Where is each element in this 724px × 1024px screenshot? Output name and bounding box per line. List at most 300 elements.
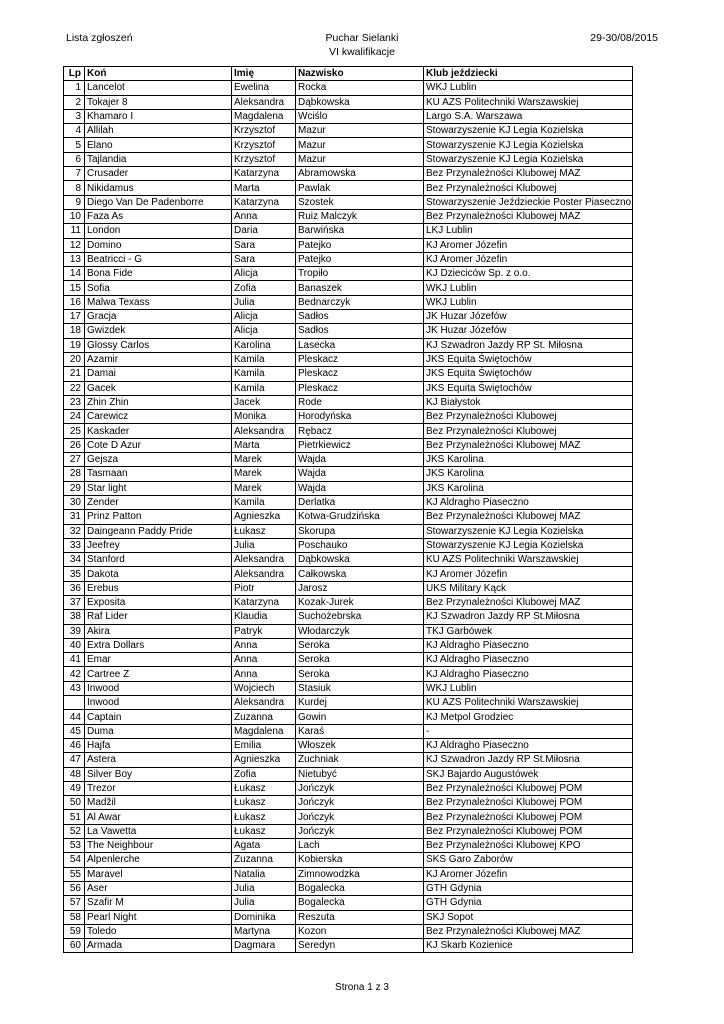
row-lp: 38 <box>64 610 85 624</box>
club-name: SKJ Bajardo Augustówek <box>424 767 633 781</box>
last-name: Mazur <box>296 138 424 152</box>
club-name: Bez Przynależności Klubowej POM <box>424 810 633 824</box>
club-name: SKS Garo Zaborów <box>424 853 633 867</box>
table-row <box>64 81 633 95</box>
last-name: Kotwa-Grudzińska <box>296 510 424 524</box>
first-name: Julia <box>232 881 296 895</box>
club-name: SKJ Sopot <box>424 910 633 924</box>
last-name: Zimnowodzka <box>296 867 424 881</box>
row-lp: 35 <box>64 567 85 581</box>
club-name: Bez Przynależności Klubowej POM <box>424 824 633 838</box>
first-name: Katarzyna <box>232 167 296 181</box>
club-name: JKS Equita Świętochów <box>424 367 633 381</box>
first-name: Aleksandra <box>232 567 296 581</box>
table-row <box>64 352 633 366</box>
row-lp: 15 <box>64 281 85 295</box>
table-row <box>64 738 633 752</box>
horse-name: Elano <box>85 138 232 152</box>
row-lp: 8 <box>64 181 85 195</box>
row-lp: 54 <box>64 853 85 867</box>
row-lp: 12 <box>64 238 85 252</box>
club-name: KJ Aldragho Piaseczno <box>424 653 633 667</box>
last-name: Horodyńska <box>296 410 424 424</box>
club-name: Stowarzyszenie KJ Legia Kozielska <box>424 152 633 166</box>
first-name: Marta <box>232 438 296 452</box>
table-row <box>64 338 633 352</box>
column-header-lp: Lp <box>64 67 85 81</box>
table-row <box>64 281 633 295</box>
last-name: Kobierska <box>296 853 424 867</box>
last-name: Seroka <box>296 667 424 681</box>
horse-name: The Neighbour <box>85 839 232 853</box>
row-lp: 13 <box>64 252 85 266</box>
first-name: Magdalena <box>232 724 296 738</box>
horse-name: Domino <box>85 238 232 252</box>
horse-name: Astera <box>85 753 232 767</box>
first-name: Monika <box>232 410 296 424</box>
row-lp: 23 <box>64 395 85 409</box>
horse-name: London <box>85 224 232 238</box>
last-name: Bogalecka <box>296 896 424 910</box>
club-name: JKS Karolina <box>424 481 633 495</box>
first-name: Łukasz <box>232 810 296 824</box>
club-name: KJ Skarb Kozienice <box>424 939 633 953</box>
event-name: Puchar Sielanki <box>325 32 399 44</box>
club-name: Bez Przynależności Klubowej MAZ <box>424 924 633 938</box>
table-row <box>64 538 633 552</box>
table-row <box>64 95 633 109</box>
entries-table <box>63 66 633 953</box>
event-date: 29-30/08/2015 <box>590 32 658 44</box>
horse-name: Alpenlerche <box>85 853 232 867</box>
first-name: Agnieszka <box>232 510 296 524</box>
club-name: JK Huzar Józefów <box>424 324 633 338</box>
first-name: Krzysztof <box>232 138 296 152</box>
club-name: KJ Aromer Józefin <box>424 238 633 252</box>
row-lp: 56 <box>64 881 85 895</box>
table-row <box>64 238 633 252</box>
last-name: Włoszek <box>296 738 424 752</box>
first-name: Marek <box>232 467 296 481</box>
first-name: Agata <box>232 839 296 853</box>
last-name: Dąbkowska <box>296 95 424 109</box>
horse-name: Gwizdek <box>85 324 232 338</box>
table-row <box>64 195 633 209</box>
first-name: Kamila <box>232 367 296 381</box>
table-row <box>64 839 633 853</box>
club-name: KJ Aromer Józefin <box>424 252 633 266</box>
row-lp: 7 <box>64 167 85 181</box>
last-name: Abramowska <box>296 167 424 181</box>
club-name: KJ Szwadron Jazdy RP St. Miłosna <box>424 338 633 352</box>
horse-name: Faza As <box>85 209 232 223</box>
table-row <box>64 167 633 181</box>
club-name: Bez Przynależności Klubowej <box>424 424 633 438</box>
row-lp: 45 <box>64 724 85 738</box>
row-lp: 60 <box>64 939 85 953</box>
table-row <box>64 896 633 910</box>
horse-name: Emar <box>85 653 232 667</box>
last-name: Reszuta <box>296 910 424 924</box>
first-name: Łukasz <box>232 796 296 810</box>
table-row <box>64 181 633 195</box>
first-name: Aleksandra <box>232 696 296 710</box>
horse-name: Toledo <box>85 924 232 938</box>
row-lp: 10 <box>64 209 85 223</box>
table-row <box>64 438 633 452</box>
horse-name: Malwa Texass <box>85 295 232 309</box>
page-number: Strona 1 z 3 <box>335 982 389 993</box>
last-name: Gowin <box>296 710 424 724</box>
club-name: JKS Equita Świętochów <box>424 381 633 395</box>
table-row <box>64 753 633 767</box>
table-row <box>64 781 633 795</box>
last-name: Kozon <box>296 924 424 938</box>
table-row <box>64 796 633 810</box>
row-lp: 32 <box>64 524 85 538</box>
row-lp: 39 <box>64 624 85 638</box>
club-name: KJ Aldragho Piaseczno <box>424 638 633 652</box>
club-name: Stowarzyszenie KJ Legia Kozielska <box>424 124 633 138</box>
table-row <box>64 724 633 738</box>
row-lp: 25 <box>64 424 85 438</box>
table-row <box>64 495 633 509</box>
horse-name: Zender <box>85 495 232 509</box>
first-name: Dagmara <box>232 939 296 953</box>
club-name: WKJ Lublin <box>424 81 633 95</box>
first-name: Patryk <box>232 624 296 638</box>
last-name: Seroka <box>296 653 424 667</box>
row-lp: 31 <box>64 510 85 524</box>
horse-name: Inwood <box>85 681 232 695</box>
table-row <box>64 581 633 595</box>
row-lp: 27 <box>64 453 85 467</box>
row-lp: 19 <box>64 338 85 352</box>
club-name: KJ Szwadron Jazdy RP St.Miłosna <box>424 753 633 767</box>
row-lp: 41 <box>64 653 85 667</box>
row-lp: 26 <box>64 438 85 452</box>
table-row <box>64 124 633 138</box>
club-name: WKJ Lublin <box>424 295 633 309</box>
row-lp: 6 <box>64 152 85 166</box>
row-lp: 30 <box>64 495 85 509</box>
horse-name: Duma <box>85 724 232 738</box>
last-name: Suchożebrska <box>296 610 424 624</box>
last-name: Jończyk <box>296 796 424 810</box>
last-name: Rębacz <box>296 424 424 438</box>
row-lp: 58 <box>64 910 85 924</box>
club-name: Bez Przynależności Klubowej POM <box>424 781 633 795</box>
last-name: Bogalecka <box>296 881 424 895</box>
first-name: Wojciech <box>232 681 296 695</box>
club-name: Stowarzyszenie Jeździeckie Poster Piaseczno <box>424 195 633 209</box>
last-name: Wciślo <box>296 109 424 123</box>
last-name: Wajda <box>296 481 424 495</box>
horse-name: Nikidamus <box>85 181 232 195</box>
horse-name: Stanford <box>85 553 232 567</box>
club-name: KJ Aldragho Piaseczno <box>424 667 633 681</box>
horse-name: Carewicz <box>85 410 232 424</box>
last-name: Mazur <box>296 152 424 166</box>
table-row <box>64 939 633 953</box>
horse-name: Hajfa <box>85 738 232 752</box>
club-name: KJ Białystok <box>424 395 633 409</box>
last-name: Zuchniak <box>296 753 424 767</box>
row-lp <box>64 696 85 710</box>
horse-name: Pearl Night <box>85 910 232 924</box>
club-name: KJ Aromer Józefin <box>424 867 633 881</box>
last-name: Jarosz <box>296 581 424 595</box>
row-lp: 3 <box>64 109 85 123</box>
last-name: Barwińska <box>296 224 424 238</box>
first-name: Krzysztof <box>232 152 296 166</box>
club-name: KU AZS Politechniki Warszawskiej <box>424 553 633 567</box>
first-name: Anna <box>232 653 296 667</box>
row-lp: 57 <box>64 896 85 910</box>
horse-name: Allilah <box>85 124 232 138</box>
club-name: KU AZS Politechniki Warszawskiej <box>424 95 633 109</box>
club-name: Stowarzyszenie KJ Legia Kozielska <box>424 538 633 552</box>
horse-name: Maravel <box>85 867 232 881</box>
table-row <box>64 467 633 481</box>
row-lp: 11 <box>64 224 85 238</box>
last-name: Stasiuk <box>296 681 424 695</box>
first-name: Katarzyna <box>232 595 296 609</box>
horse-name: Gejsza <box>85 453 232 467</box>
list-title: Lista zgłoszeń <box>66 32 133 44</box>
table-row <box>64 853 633 867</box>
horse-name: Zhin Zhin <box>85 395 232 409</box>
row-lp: 29 <box>64 481 85 495</box>
club-name: WKJ Lublin <box>424 281 633 295</box>
table-row <box>64 152 633 166</box>
table-row <box>64 367 633 381</box>
row-lp: 51 <box>64 810 85 824</box>
club-name: Bez Przynależności Klubowej <box>424 410 633 424</box>
row-lp: 9 <box>64 195 85 209</box>
first-name: Ewelina <box>232 81 296 95</box>
first-name: Aleksandra <box>232 95 296 109</box>
row-lp: 5 <box>64 138 85 152</box>
last-name: Dąbkowska <box>296 553 424 567</box>
last-name: Ruiz Malczyk <box>296 209 424 223</box>
club-name: JKS Equita Świętochów <box>424 352 633 366</box>
first-name: Zofia <box>232 281 296 295</box>
club-name: JKS Karolina <box>424 453 633 467</box>
row-lp: 33 <box>64 538 85 552</box>
table-row <box>64 510 633 524</box>
table-row <box>64 567 633 581</box>
last-name: Całkowska <box>296 567 424 581</box>
table-row <box>64 224 633 238</box>
row-lp: 20 <box>64 352 85 366</box>
horse-name: Sofia <box>85 281 232 295</box>
table-row <box>64 310 633 324</box>
table-row <box>64 924 633 938</box>
first-name: Klaudia <box>232 610 296 624</box>
club-name: Bez Przynależności Klubowej POM <box>424 796 633 810</box>
horse-name: Beatricci - G <box>85 252 232 266</box>
first-name: Łukasz <box>232 781 296 795</box>
first-name: Zuzanna <box>232 853 296 867</box>
club-name: Bez Przynależności Klubowej KPO <box>424 839 633 853</box>
table-row <box>64 109 633 123</box>
first-name: Julia <box>232 538 296 552</box>
club-name: TKJ Garbówek <box>424 624 633 638</box>
first-name: Alicja <box>232 310 296 324</box>
row-lp: 42 <box>64 667 85 681</box>
row-lp: 53 <box>64 839 85 853</box>
horse-name: Glossy Carlos <box>85 338 232 352</box>
horse-name: Armada <box>85 939 232 953</box>
horse-name: Crusader <box>85 167 232 181</box>
first-name: Emilia <box>232 738 296 752</box>
horse-name: Extra Dollars <box>85 638 232 652</box>
row-lp: 52 <box>64 824 85 838</box>
first-name: Anna <box>232 667 296 681</box>
first-name: Agnieszka <box>232 753 296 767</box>
row-lp: 28 <box>64 467 85 481</box>
first-name: Sara <box>232 252 296 266</box>
club-name: JK Huzar Józefów <box>424 310 633 324</box>
first-name: Dominika <box>232 910 296 924</box>
table-row <box>64 381 633 395</box>
horse-name: Akira <box>85 624 232 638</box>
table-header-row <box>64 67 633 81</box>
horse-name: Dakota <box>85 567 232 581</box>
horse-name: Cote D Azur <box>85 438 232 452</box>
table-row <box>64 138 633 152</box>
horse-name: Gracja <box>85 310 232 324</box>
horse-name: Al Awar <box>85 810 232 824</box>
table-row <box>64 810 633 824</box>
row-lp: 55 <box>64 867 85 881</box>
horse-name: Gacek <box>85 381 232 395</box>
table-row <box>64 696 633 710</box>
row-lp: 22 <box>64 381 85 395</box>
table-row <box>64 595 633 609</box>
table-row <box>64 481 633 495</box>
horse-name: Damai <box>85 367 232 381</box>
last-name: Pleskacz <box>296 381 424 395</box>
first-name: Anna <box>232 638 296 652</box>
table-row <box>64 424 633 438</box>
row-lp: 14 <box>64 267 85 281</box>
row-lp: 43 <box>64 681 85 695</box>
last-name: Patejko <box>296 238 424 252</box>
last-name: Pietrkiewicz <box>296 438 424 452</box>
first-name: Jacek <box>232 395 296 409</box>
first-name: Piotr <box>232 581 296 595</box>
horse-name: Tokajer 8 <box>85 95 232 109</box>
table-row <box>64 267 633 281</box>
column-header-club: Klub jeździecki <box>424 67 633 81</box>
club-name: Bez Przynależności Klubowej MAZ <box>424 438 633 452</box>
first-name: Magdalena <box>232 109 296 123</box>
row-lp: 48 <box>64 767 85 781</box>
table-row <box>64 667 633 681</box>
last-name: Wajda <box>296 467 424 481</box>
last-name: Lach <box>296 839 424 853</box>
table-body <box>64 81 633 953</box>
club-name: - <box>424 724 633 738</box>
table-row <box>64 453 633 467</box>
column-header-last-name: Nazwisko <box>296 67 424 81</box>
first-name: Łukasz <box>232 824 296 838</box>
first-name: Katarzyna <box>232 195 296 209</box>
table-row <box>64 710 633 724</box>
horse-name: La Vawetta <box>85 824 232 838</box>
last-name: Derlatka <box>296 495 424 509</box>
horse-name: Star light <box>85 481 232 495</box>
horse-name: Tajlandia <box>85 152 232 166</box>
horse-name: Bona Fide <box>85 267 232 281</box>
row-lp: 40 <box>64 638 85 652</box>
first-name: Alicja <box>232 267 296 281</box>
horse-name: Silver Boy <box>85 767 232 781</box>
last-name: Jończyk <box>296 810 424 824</box>
first-name: Kamila <box>232 381 296 395</box>
horse-name: Exposita <box>85 595 232 609</box>
club-name: KJ Aldragho Piaseczno <box>424 495 633 509</box>
last-name: Lasecka <box>296 338 424 352</box>
club-name: GTH Gdynia <box>424 881 633 895</box>
horse-name: Tasmaan <box>85 467 232 481</box>
club-name: KJ Dzieciców Sp. z o.o. <box>424 267 633 281</box>
first-name: Julia <box>232 295 296 309</box>
row-lp: 49 <box>64 781 85 795</box>
table-row <box>64 252 633 266</box>
row-lp: 36 <box>64 581 85 595</box>
row-lp: 16 <box>64 295 85 309</box>
row-lp: 34 <box>64 553 85 567</box>
row-lp: 24 <box>64 410 85 424</box>
first-name: Zofia <box>232 767 296 781</box>
horse-name: Szafir M <box>85 896 232 910</box>
first-name: Aleksandra <box>232 553 296 567</box>
column-header-horse: Koń <box>85 67 232 81</box>
horse-name: Erebus <box>85 581 232 595</box>
horse-name: Aser <box>85 881 232 895</box>
table-row <box>64 324 633 338</box>
horse-name: Captain <box>85 710 232 724</box>
first-name: Marek <box>232 453 296 467</box>
horse-name: Madžil <box>85 796 232 810</box>
row-lp: 18 <box>64 324 85 338</box>
club-name: KJ Metpol Grodziec <box>424 710 633 724</box>
first-name: Alicja <box>232 324 296 338</box>
club-name: Bez Przynależności Klubowej MAZ <box>424 595 633 609</box>
club-name: Bez Przynależności Klubowej MAZ <box>424 167 633 181</box>
last-name: Kurdej <box>296 696 424 710</box>
club-name: KJ Szwadron Jazdy RP St.Miłosna <box>424 610 633 624</box>
last-name: Bednarczyk <box>296 295 424 309</box>
table-row <box>64 824 633 838</box>
club-name: Bez Przynależności Klubowej MAZ <box>424 209 633 223</box>
row-lp: 37 <box>64 595 85 609</box>
table-row <box>64 553 633 567</box>
row-lp: 59 <box>64 924 85 938</box>
club-name: UKS Military Kąck <box>424 581 633 595</box>
last-name: Skorupa <box>296 524 424 538</box>
horse-name: Lancelot <box>85 81 232 95</box>
club-name: Stowarzyszenie KJ Legia Kozielska <box>424 138 633 152</box>
table-row <box>64 638 633 652</box>
club-name: KJ Aromer Józefin <box>424 567 633 581</box>
last-name: Karaś <box>296 724 424 738</box>
last-name: Pleskacz <box>296 367 424 381</box>
first-name: Łukasz <box>232 524 296 538</box>
